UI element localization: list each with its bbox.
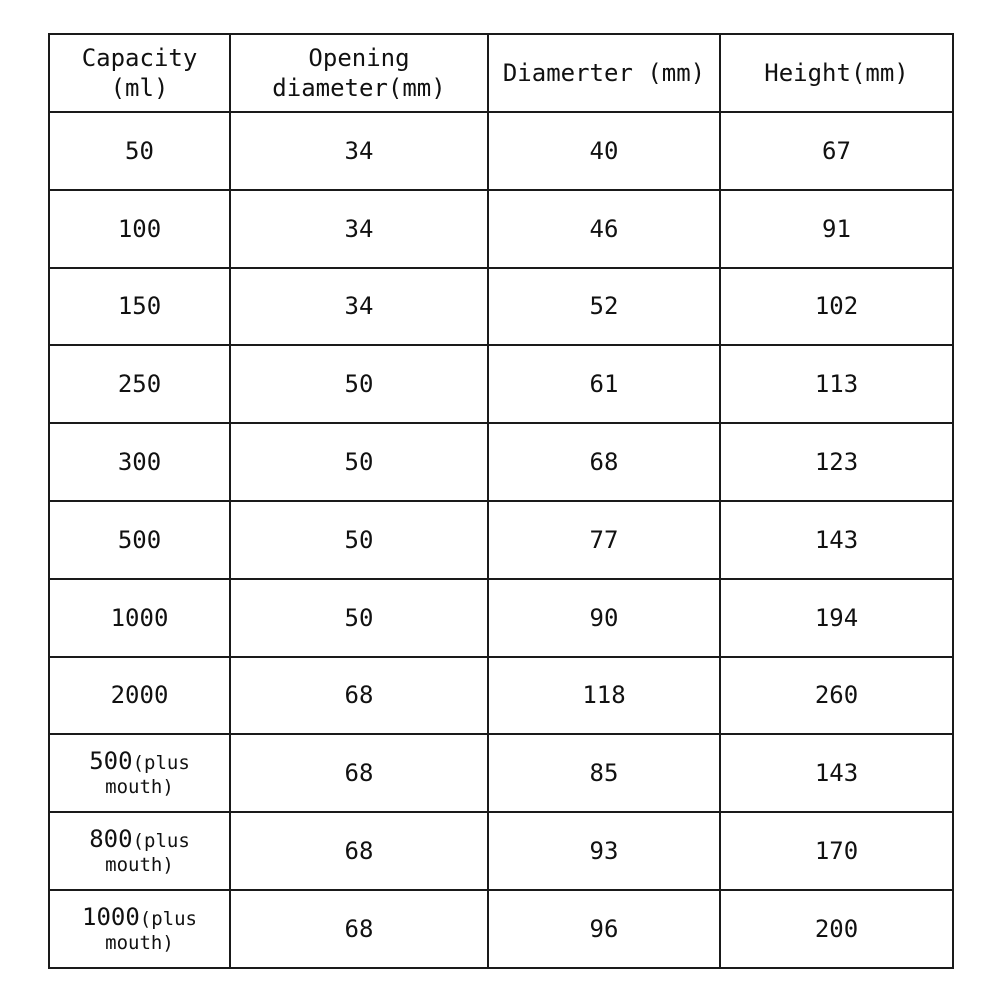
cell-height: 102 xyxy=(720,268,953,346)
cell-opening-diameter: 68 xyxy=(230,734,488,812)
header-row xyxy=(49,34,953,112)
cell-diameter: 68 xyxy=(488,423,720,501)
cell-capacity: 100 xyxy=(49,190,230,268)
capacity-value xyxy=(50,824,229,854)
cell-capacity: 2000 xyxy=(49,657,230,735)
cell-capacity: 1000 xyxy=(49,579,230,657)
cell-opening-diameter: 50 xyxy=(230,345,488,423)
header-capacity-line2: (ml) xyxy=(110,74,169,102)
cell-diameter: 93 xyxy=(488,812,720,890)
capacity-note: (plus xyxy=(132,752,190,775)
capacity-value xyxy=(50,746,229,776)
cell-opening-diameter: 50 xyxy=(230,423,488,501)
table-row xyxy=(49,812,953,890)
table-row xyxy=(49,112,953,190)
table-row xyxy=(49,345,953,423)
cell-opening-diameter: 68 xyxy=(230,657,488,735)
table-row xyxy=(49,579,953,657)
header-diameter xyxy=(488,34,720,112)
table-row xyxy=(49,423,953,501)
capacity-value xyxy=(50,902,229,932)
header-diameter-line1: Diamerter (mm) xyxy=(502,59,706,87)
cell-height: 113 xyxy=(720,345,953,423)
header-opening-line1: Opening xyxy=(308,44,410,72)
cell-height: 143 xyxy=(720,501,953,579)
cell-capacity xyxy=(49,812,230,890)
capacity-note-line2: mouth) xyxy=(105,931,174,954)
table-row xyxy=(49,501,953,579)
cell-opening-diameter: 68 xyxy=(230,812,488,890)
cell-opening-diameter: 50 xyxy=(230,579,488,657)
cell-diameter: 52 xyxy=(488,268,720,346)
cell-capacity: 50 xyxy=(49,112,230,190)
header-opening-diameter xyxy=(230,34,488,112)
cell-height: 123 xyxy=(720,423,953,501)
header-capacity xyxy=(49,34,230,112)
cell-diameter: 90 xyxy=(488,579,720,657)
cell-diameter: 46 xyxy=(488,190,720,268)
cell-opening-diameter: 34 xyxy=(230,268,488,346)
header-opening-line2: diameter(mm) xyxy=(272,74,446,102)
cell-diameter: 77 xyxy=(488,501,720,579)
cell-height: 260 xyxy=(720,657,953,735)
cell-diameter: 96 xyxy=(488,890,720,968)
capacity-note: (plus xyxy=(139,907,197,930)
capacity-number: 500 xyxy=(89,747,133,776)
cell-height: 67 xyxy=(720,112,953,190)
cell-diameter: 61 xyxy=(488,345,720,423)
cell-capacity: 250 xyxy=(49,345,230,423)
table-row xyxy=(49,190,953,268)
cell-height: 91 xyxy=(720,190,953,268)
table-row xyxy=(49,268,953,346)
header-height-line1: Height(mm) xyxy=(764,59,909,87)
capacity-number: 1000 xyxy=(82,902,140,931)
header-capacity-line1: Capacity xyxy=(81,44,198,72)
table-row xyxy=(49,657,953,735)
capacity-note: (plus xyxy=(132,830,190,853)
capacity-note-line2: mouth) xyxy=(105,776,174,799)
cell-height: 200 xyxy=(720,890,953,968)
capacity-note-line2: mouth) xyxy=(105,854,174,877)
cell-diameter: 40 xyxy=(488,112,720,190)
cell-capacity: 300 xyxy=(49,423,230,501)
cell-height: 170 xyxy=(720,812,953,890)
capacity-number: 800 xyxy=(89,825,133,854)
cell-opening-diameter: 34 xyxy=(230,190,488,268)
cell-height: 194 xyxy=(720,579,953,657)
cell-opening-diameter: 50 xyxy=(230,501,488,579)
cell-diameter: 85 xyxy=(488,734,720,812)
cell-opening-diameter: 68 xyxy=(230,890,488,968)
cell-capacity: 150 xyxy=(49,268,230,346)
table-row xyxy=(49,734,953,812)
cell-capacity xyxy=(49,890,230,968)
table-row xyxy=(49,890,953,968)
cell-capacity xyxy=(49,734,230,812)
cell-diameter: 118 xyxy=(488,657,720,735)
cell-height: 143 xyxy=(720,734,953,812)
header-height xyxy=(720,34,953,112)
cell-opening-diameter: 34 xyxy=(230,112,488,190)
specification-table xyxy=(48,33,954,969)
cell-capacity: 500 xyxy=(49,501,230,579)
